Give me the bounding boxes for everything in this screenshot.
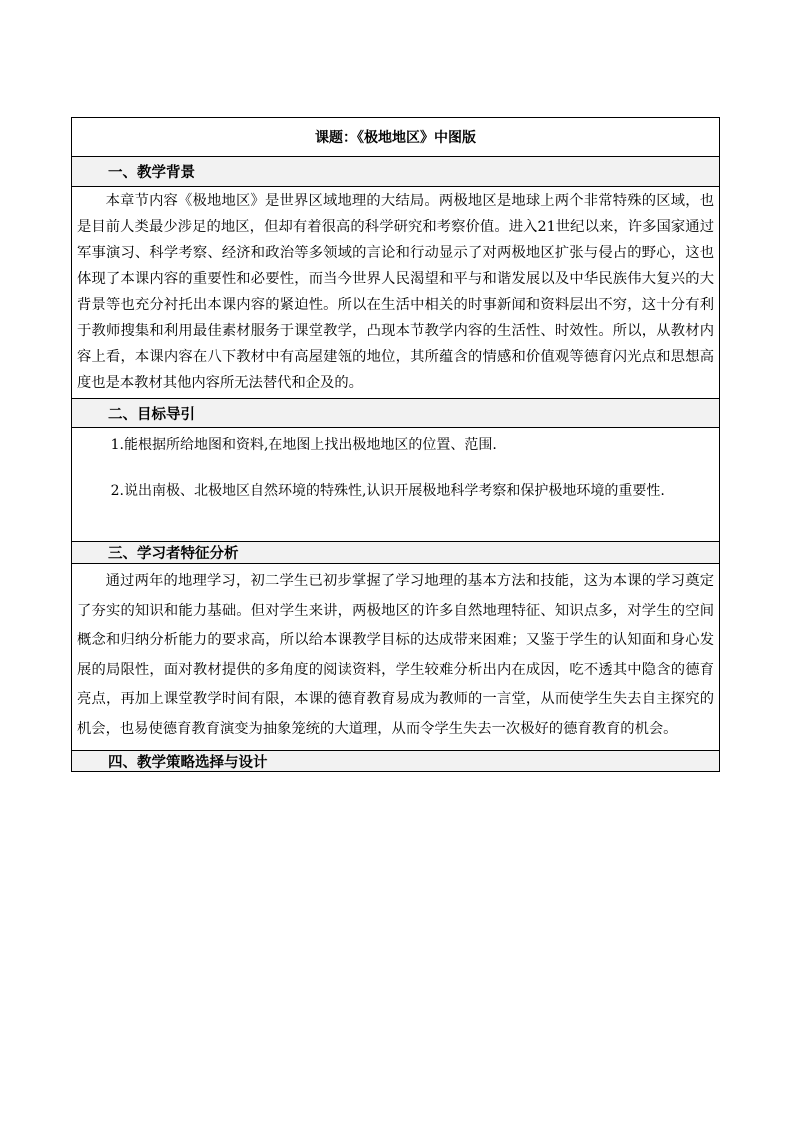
lesson-title: 课题：《极地地区》中图版 — [315, 130, 476, 146]
learners-paragraph: 通过两年的地理学习，初二学生已初步掌握了学习地理的基本方法和技能，这为本课的学习奠定了夯实的知识和能力基础。但对学生来讲，两极地区的许多自然地理特征、知识点多，对学生的空间概念和归纳分析能力的要求高，所以给本课教学目标的达成带来困难；又鉴于学生的认知面和身心发展的局限性，面对教材提供的多角度的阅读资料，学生较难分析出内在成因，吃不透其中隐含的德育亮点，再加上课堂教学时间有限，本课的德育教育易成为教师的一言堂，从而使学生失去自主探究的机会，也易使德育教育演变为抽象笼统的大道理，从而令学生失去一次极好的德育教育的机会。 — [77, 573, 714, 737]
lesson-plan-table — [71, 117, 720, 772]
goal-item: 2.说出南极、北极地区自然环境的特殊性,认识开展极地科学考察和保护极地环境的重要性. — [110, 483, 665, 499]
section-heading-background: 一、教学背景 — [72, 156, 719, 186]
background-paragraph: 本章节内容《极地地区》是世界区域地理的大结局。两极地区是地球上两个非常特殊的区域，也是目前人类最少涉足的地区，但却有着很高的科学研究和考察价值。进入21世纪以来，许多国家通过军事演习、科学考察、经济和政治等多领域的言论和行动显示了对两极地区扩张与侵占的野心，这也体现了本课内容的重要性和必要性，而当今世界人民渴望和平与和谐发展以及中华民族伟大复兴的大背景等也充分衬托出本课内容的紧迫性。所以在生活中相关的时事新闻和资料层出不穷，这十分有利于教师搜集和利用最佳素材服务于课堂教学，凸现本节教学内容的生活性、时效性。所以，从教材内容上看，本课内容在八下教材中有高屋建瓴的地位，其所蕴含的情感和价值观等德育闪光点和思想高度也是本教材其他内容所无法替代和企及的。 — [77, 193, 714, 391]
section-heading-goals: 二、目标导引 — [72, 398, 719, 427]
section-heading-learners: 三、学习者特征分析 — [72, 541, 719, 563]
section-body-goals — [72, 427, 719, 541]
section-body-learners — [72, 563, 719, 750]
section-heading-strategy: 四、教学策略选择与设计 — [72, 750, 719, 771]
goal-item: 1.能根据所给地图和资料,在地图上找出极地地区的位置、范围. — [110, 437, 497, 453]
section-body-background — [72, 186, 719, 398]
